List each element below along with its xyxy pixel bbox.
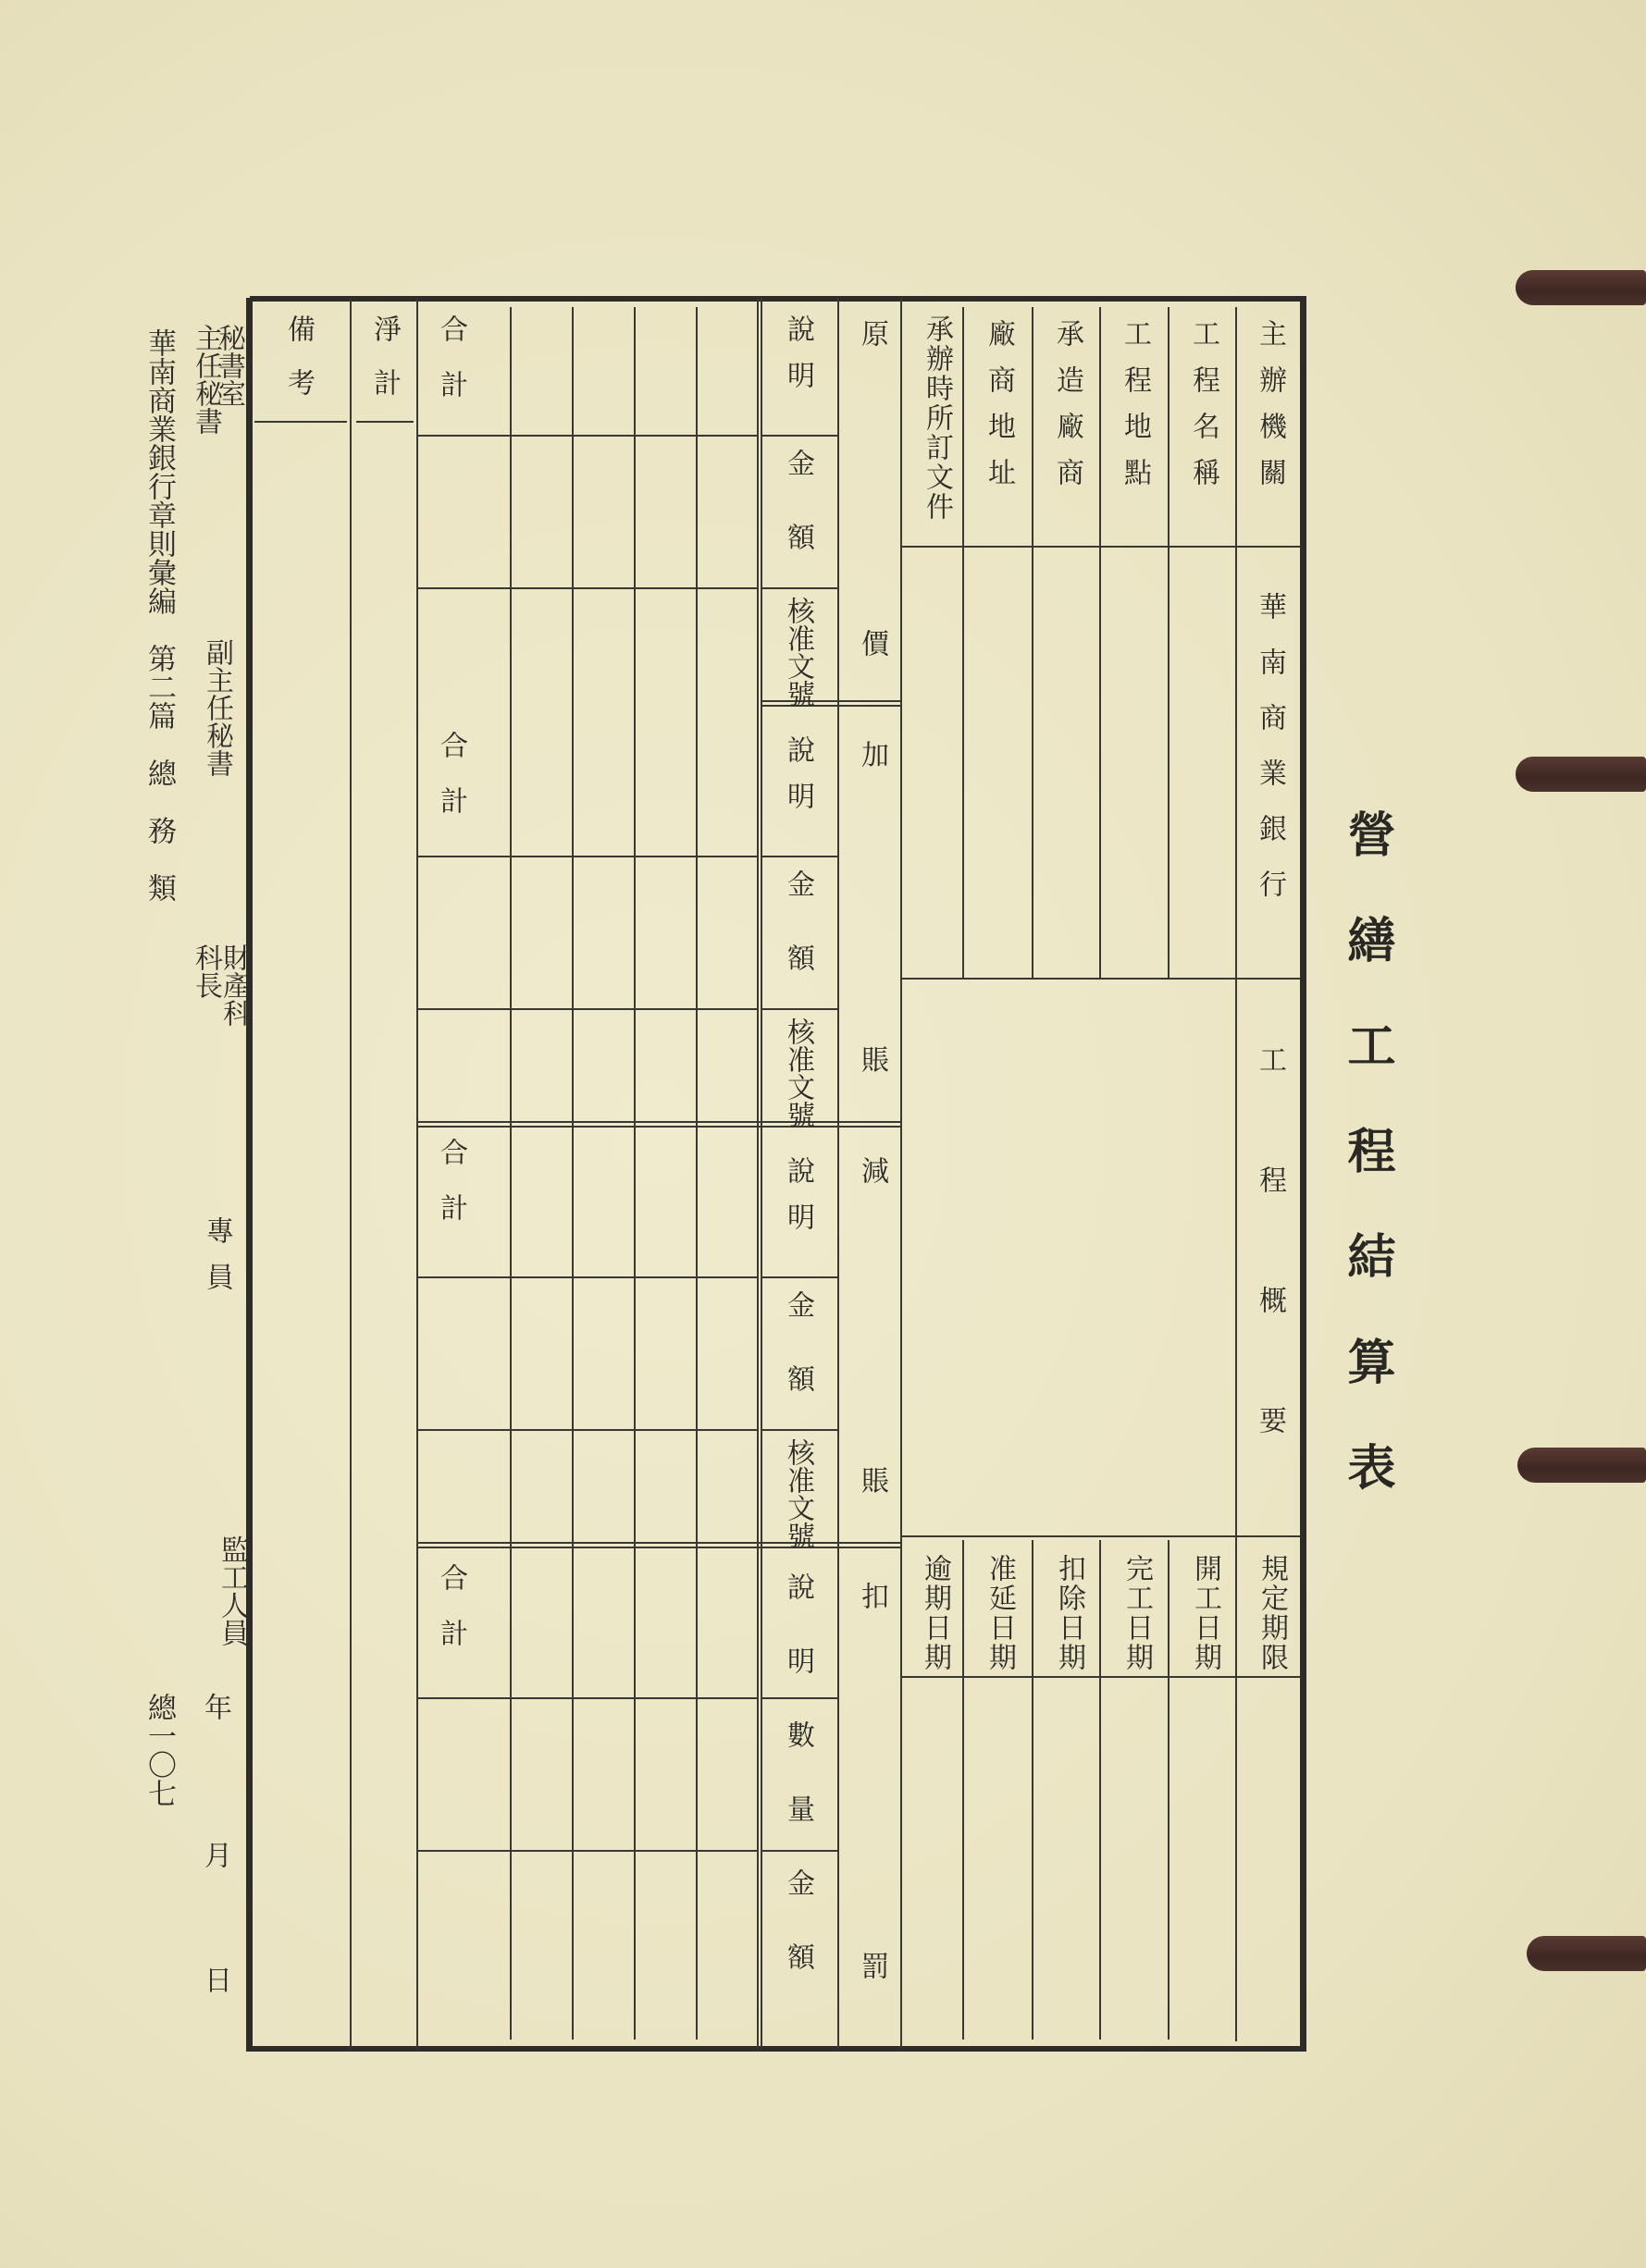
- subtotal-cell[interactable]: [419, 439, 508, 698]
- col-amount: 金額: [782, 869, 814, 1017]
- col-description: 說明: [782, 314, 814, 407]
- contractor-address-field[interactable]: [965, 550, 1028, 976]
- col-description: 說明: [782, 1572, 814, 1720]
- contract-documents-field[interactable]: [903, 550, 960, 976]
- section-reduction-bottom: 賬: [856, 1466, 888, 1512]
- binding-string: [1527, 1936, 1646, 1971]
- net-total-label: 淨計: [368, 314, 401, 422]
- project-location-field[interactable]: [1102, 550, 1165, 976]
- remarks-field[interactable]: [254, 425, 347, 2044]
- sig-staff: 專員: [201, 1216, 233, 1309]
- binding-string: [1516, 270, 1646, 305]
- completion-date-field[interactable]: [1102, 1680, 1165, 2042]
- label-start-date: 開工日期: [1189, 1554, 1221, 1672]
- label-organizer: 主辦機關: [1254, 319, 1286, 504]
- subtotal-label: 合計: [435, 314, 467, 425]
- col-amount: 金額: [782, 449, 814, 597]
- col-amount: 金額: [782, 1868, 814, 2016]
- col-description: 說明: [782, 1156, 814, 1249]
- section-penalty-bottom: 罰: [856, 1952, 888, 1998]
- subtotal-label: 合計: [435, 1138, 467, 1249]
- label-project-location: 工程地點: [1119, 319, 1151, 504]
- label-contractor: 承造廠商: [1051, 319, 1083, 504]
- col-approval-no: 核准文號: [782, 1017, 814, 1128]
- net-total-field[interactable]: [353, 425, 414, 2044]
- extension-date-field[interactable]: [965, 1680, 1028, 2042]
- col-amount: 金額: [782, 1290, 814, 1438]
- entry-cell[interactable]: [637, 310, 694, 698]
- sig-deputy-chief-secretary: 副主任秘書: [201, 638, 233, 777]
- label-contractor-address: 廠商地址: [983, 319, 1015, 504]
- entry-cell[interactable]: [575, 310, 632, 698]
- section-original-price-top: 原: [856, 319, 888, 365]
- section-original-price-bottom: 價: [856, 629, 888, 675]
- deduction-date-field[interactable]: [1034, 1680, 1097, 2042]
- project-name-field[interactable]: [1170, 550, 1233, 976]
- label-completion-date: 完工日期: [1120, 1554, 1153, 1672]
- schedule-limit-field[interactable]: [1238, 1680, 1299, 2042]
- col-description: 說明: [782, 735, 814, 828]
- page-number: 總一〇七: [142, 1693, 176, 1807]
- start-date-field[interactable]: [1170, 1680, 1233, 2042]
- subtotal-label: 合計: [435, 1563, 467, 1674]
- section-penalty-top: 扣: [856, 1582, 888, 1628]
- date-day: 日: [199, 1966, 231, 1993]
- overdue-date-field[interactable]: [903, 1680, 960, 2042]
- sig-secretary-office: 秘書室: [213, 324, 245, 407]
- schedule-heading: 規定期限: [1256, 1554, 1288, 1672]
- label-deduction-date: 扣除日期: [1053, 1554, 1085, 1672]
- entry-cell[interactable]: [513, 310, 570, 698]
- remarks-label: 備考: [282, 314, 315, 422]
- running-footer: 華南商業銀行章則彙編 第二篇 總 務 類: [142, 328, 176, 902]
- contractor-field[interactable]: [1034, 550, 1097, 976]
- col-approval-no: 核准文號: [782, 597, 814, 708]
- label-project-name: 工程名稱: [1187, 319, 1219, 504]
- sig-property-section: 財產科: [217, 943, 250, 1027]
- project-summary-heading: 工程概要: [1254, 1045, 1286, 1526]
- date-year: 年: [199, 1693, 231, 1720]
- label-contract-documents: 承辦時所訂文件: [921, 314, 953, 522]
- label-overdue-date: 逾期日期: [919, 1554, 951, 1672]
- sig-chief-secretary: 主任秘書: [190, 324, 222, 435]
- col-quantity: 數量: [782, 1720, 814, 1868]
- project-summary-field[interactable]: [903, 982, 1233, 1533]
- subtotal-label: 合計: [435, 731, 467, 842]
- binding-string: [1517, 1448, 1646, 1483]
- sig-supervisor: 監工人員: [216, 1535, 248, 1646]
- organizer-value[interactable]: 華南商業銀行: [1254, 592, 1286, 925]
- binding-string: [1516, 757, 1646, 792]
- sig-section-chief: 科長: [190, 943, 222, 999]
- entry-cell[interactable]: [699, 310, 756, 698]
- form-title: 營繕工程結算表: [1339, 809, 1395, 1547]
- col-approval-no: 核准文號: [782, 1438, 814, 1549]
- section-addition-bottom: 賬: [856, 1045, 888, 1091]
- section-reduction-top: 減: [856, 1156, 888, 1202]
- label-extension-date: 准延日期: [984, 1554, 1016, 1672]
- section-addition-top: 加: [856, 740, 888, 786]
- date-month: 月: [199, 1841, 231, 1868]
